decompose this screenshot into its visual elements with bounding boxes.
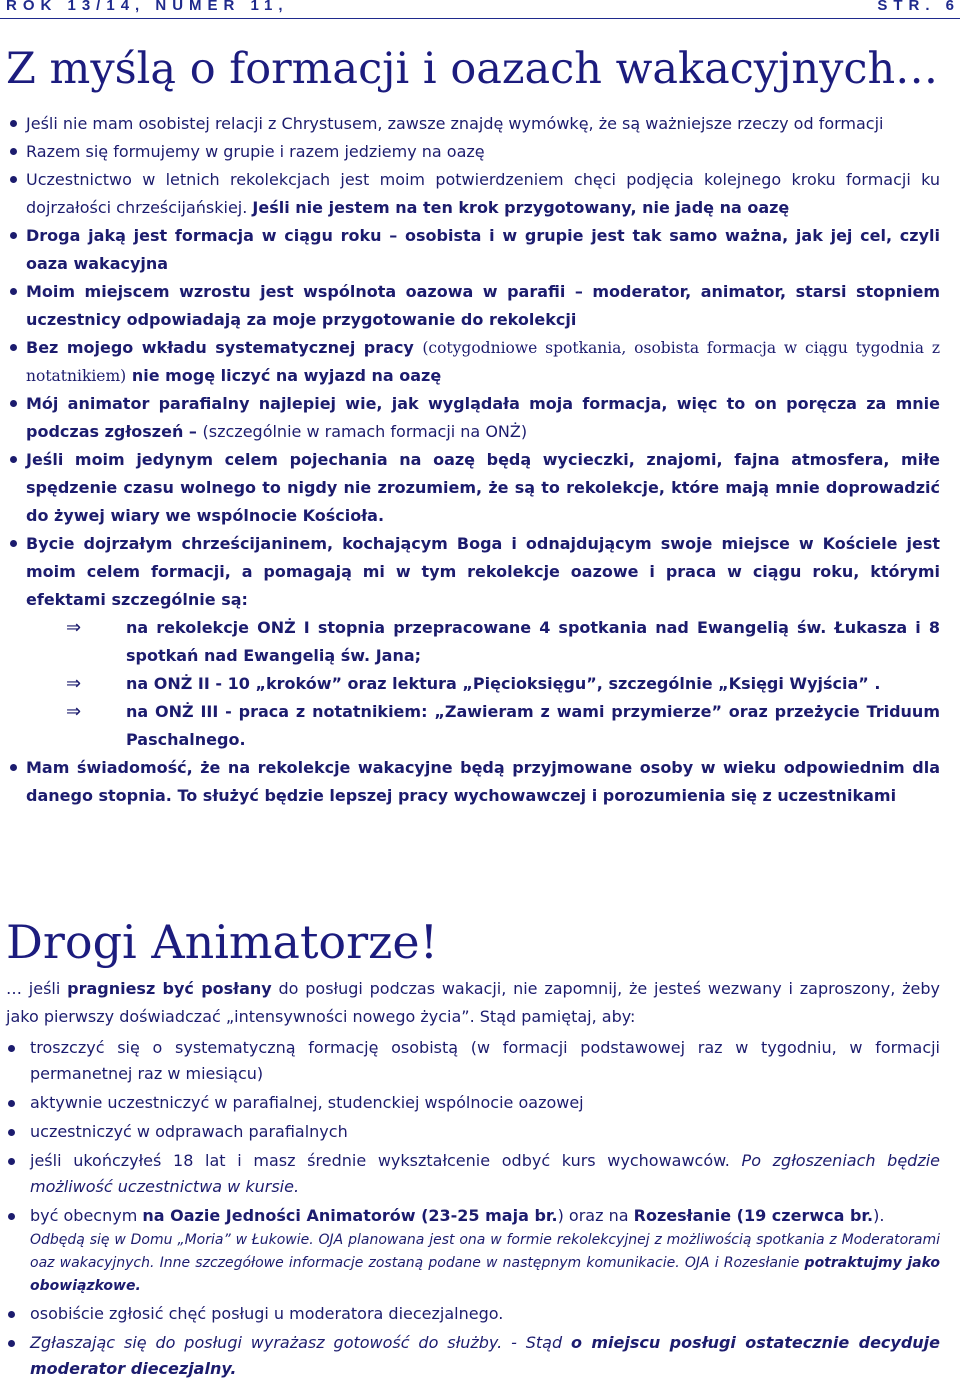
list-item: Bez mojego wkładu systematycznej pracy (cotygodniowe spotkania, osobista formacja w ciągu tygodnia z notatnikiem) nie mogę liczyć na wyjazd na oazę: [6, 334, 940, 390]
formation-list: [6, 110, 940, 810]
sub-item: ⇒ na ONŻ II - 10 „kroków” oraz lektura „Pięcioksięgu”, szczególnie „Księgi Wyjścia” .: [6, 670, 940, 698]
list-item: Razem się formujemy w grupie i razem jedziemy na oazę: [6, 138, 940, 166]
arrow-icon: ⇒: [66, 617, 82, 638]
arrow-icon: ⇒: [66, 673, 82, 694]
list-item: Mój animator parafialny najlepiej wie, jak wyglądała moja formacja, więc to on poręcza za mnie podczas zgłoszeń – (szczególnie w ramach formacji na ONŻ): [6, 390, 940, 446]
list-item: być obecnym na Oazie Jedności Animatorów (23-25 maja br.) oraz na Rozesłanie (19 czerwca br.). Odbędą się w Domu „Moria” w Łukowie. OJA planowana jest ona w formie rekolekcyjnej z możliwością spotkania z Moderatorami oaz wakacyjnych. Inne szczegółowe informacje zostaną podane w następnym komunikacie. OJA i Rozesłanie potraktujmy jako obowiązkowe.: [6, 1203, 940, 1298]
list-item: Jeśli moim jedynym celem pojechania na oazę będą wycieczki, znajomi, fajna atmosfera, miłe spędzenie czasu wolnego to nigdy nie zrozumiem, że są to rekolekcje, które mają mnie doprowadzić do żywej wiary we wspólnocie Kościoła.: [6, 446, 940, 530]
list-item: osobiście zgłosić chęć posługi u moderatora diecezjalnego.: [6, 1301, 940, 1327]
list-item: uczestniczyć w odprawach parafialnych: [6, 1119, 940, 1145]
list-item: Uczestnictwo w letnich rekolekcjach jest moim potwierdzeniem chęci podjęcia kolejnego kroku formacji ku dojrzałości chrześcijańskiej. Jeśli nie jestem na ten krok przygotowany, nie jadę na oazę: [6, 166, 940, 222]
page-number: STR. 6: [877, 0, 960, 14]
list-item: troszczyć się o systematyczną formację osobistą (w formacji podstawowej raz w tygodniu, w formacji permanetnej raz w miesiącu): [6, 1035, 940, 1087]
arrow-icon: ⇒: [66, 701, 82, 722]
intro-paragraph: … jeśli pragniesz być posłany do posługi podczas wakacji, nie zapomnij, że jesteś wezwany i zaproszony, żeby jako pierwszy doświadczać „intensywności nowego życia”. Stąd pamiętaj, aby:: [6, 979, 940, 1026]
sub-item: ⇒ na ONŻ III - praca z notatnikiem: „Zawieram z wami przymierze” oraz przeżycie Triduum Paschalnego.: [6, 698, 940, 754]
list-item: Bycie dojrzałym chrześcijaninem, kochającym Boga i odnajdującym swoje miejsce w Kościele jest moim celem formacji, a pomagają mi w tym rekolekcje oazowe i praca w ciągu roku, którymi efektami szczególnie są:: [6, 530, 940, 614]
sub-item: ⇒ na rekolekcje ONŻ I stopnia przepracowane 4 spotkania nad Ewangelią św. Łukasza i 8 spotkań nad Ewangelią św. Jana;: [6, 614, 940, 670]
page-header: [0, 0, 960, 14]
list-item: Jeśli nie mam osobistej relacji z Chrystusem, zawsze znajdę wymówkę, że są ważniejsze rzeczy od formacji: [6, 110, 940, 138]
list-item: Moim miejscem wzrostu jest wspólnota oazowa w parafii – moderator, animator, starsi stopniem uczestnicy odpowiadają za moje przygotowanie do rekolekcji: [6, 278, 940, 334]
section-title-formation: Z myślą o formacji i oazach wakacyjnych…: [6, 44, 939, 94]
list-item: jeśli ukończyłeś 18 lat i masz średnie wykształcenie odbyć kurs wychowawców. Po zgłoszeniach będzie możliwość uczestnictwa w kursie.: [6, 1148, 940, 1200]
header-rule: [0, 18, 960, 19]
list-item: aktywnie uczestniczyć w parafialnej, studenckiej wspólnocie oazowej: [6, 1090, 940, 1116]
list-item: Droga jaką jest formacja w ciągu roku – osobista i w grupie jest tak samo ważna, jak jej cel, czyli oaza wakacyjna: [6, 222, 940, 278]
animator-section: [6, 975, 940, 1385]
issue-info: ROK 13/14, NUMER 11,: [6, 0, 289, 14]
section-title-animator: Drogi Animatorze!: [6, 915, 439, 969]
list-item: Zgłaszając się do posługi wyrażasz gotowość do służby. - Stąd o miejscu posługi ostatecznie decyduje moderator diecezjalny.: [6, 1330, 940, 1382]
list-item: Mam świadomość, że na rekolekcje wakacyjne będą przyjmowane osoby w wieku odpowiednim dla danego stopnia. To służyć będzie lepszej pracy wychowawczej i porozumienia się z uczestnikami: [6, 754, 940, 810]
